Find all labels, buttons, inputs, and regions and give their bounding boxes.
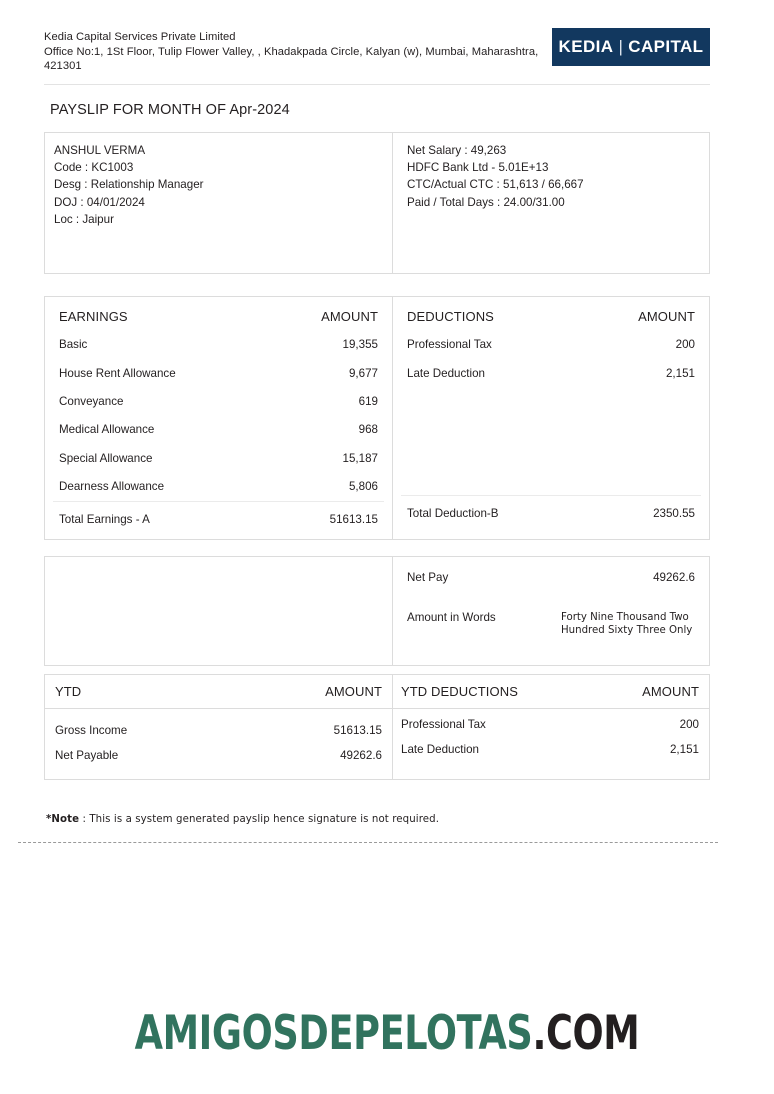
table-row — [59, 445, 378, 473]
company-info — [44, 28, 544, 74]
logo-text-right: CAPITAL — [628, 37, 704, 56]
note-text — [46, 814, 439, 825]
row-label: Professional Tax — [407, 338, 492, 352]
earnings-rows — [45, 324, 392, 501]
row-amount: 5,806 — [348, 480, 378, 494]
ytd-deductions-header-amount: AMOUNT — [642, 684, 699, 699]
ctc-line: CTC/Actual CTC : 51,613 / 66,667 — [407, 178, 584, 192]
table-row — [59, 416, 378, 444]
ytd-deductions-header-label: YTD DEDUCTIONS — [401, 684, 518, 699]
table-row — [55, 743, 382, 768]
company-name: Kedia Capital Services Private Limited — [44, 31, 236, 43]
kedia-capital-logo — [552, 28, 710, 66]
row-amount: 200 — [675, 338, 695, 352]
amount-in-words-label: Amount in Words — [407, 611, 496, 624]
net-pay-empty-cell — [45, 557, 393, 665]
page-title: PAYSLIP FOR MONTH OF Apr-2024 — [50, 102, 290, 118]
employee-designation: Desg : Relationship Manager — [54, 178, 204, 192]
net-pay-row — [407, 571, 695, 585]
employee-name: ANSHUL VERMA — [54, 144, 146, 157]
earnings-deductions-box — [44, 296, 710, 540]
deductions-total-amount: 2350.55 — [653, 507, 695, 520]
amount-in-words-value: Forty Nine Thousand Two Hundred Sixty Three Only — [561, 612, 693, 637]
deductions-header-amount: AMOUNT — [638, 309, 695, 324]
earnings-header-label: EARNINGS — [59, 309, 128, 324]
bank-line: HDFC Bank Ltd - 5.01E+13 — [407, 161, 549, 175]
deductions-rows — [393, 324, 709, 495]
row-label: Conveyance — [59, 394, 124, 408]
net-pay-box — [44, 556, 710, 666]
table-row — [407, 331, 695, 359]
document-header — [44, 28, 710, 74]
ytd-header-label: YTD — [55, 684, 82, 699]
row-amount: 2,151 — [665, 366, 695, 380]
earnings-total-label: Total Earnings - A — [59, 513, 150, 527]
deductions-header-label: DEDUCTIONS — [407, 309, 494, 324]
row-label: Dearness Allowance — [59, 480, 165, 494]
ytd-deductions-header-row — [393, 675, 709, 709]
row-amount: 968 — [358, 423, 378, 437]
row-label: Late Deduction — [401, 742, 479, 756]
row-label: Special Allowance — [59, 451, 153, 465]
row-label: Professional Tax — [401, 717, 486, 731]
table-row — [59, 388, 378, 416]
earnings-total-amount: 51613.15 — [329, 513, 378, 527]
deductions-total-label: Total Deduction-B — [407, 507, 499, 520]
table-row — [401, 737, 699, 762]
row-amount: 200 — [679, 717, 699, 731]
row-amount: 9,677 — [348, 366, 378, 380]
row-label: Basic — [59, 338, 88, 352]
ytd-box — [44, 674, 710, 780]
net-salary-line: Net Salary : 49,263 — [407, 144, 507, 157]
earnings-header-amount: AMOUNT — [321, 309, 378, 324]
note-prefix: *Note — [46, 814, 80, 825]
earnings-table — [45, 297, 393, 539]
row-label: Gross Income — [55, 723, 128, 737]
ytd-table — [45, 675, 393, 779]
employee-details — [45, 133, 393, 273]
earnings-header-row — [45, 297, 392, 324]
row-label: Medical Allowance — [59, 423, 155, 437]
logo-text-left: KEDIA — [558, 37, 614, 56]
row-amount: 49262.6 — [340, 748, 382, 762]
logo-text — [559, 37, 704, 57]
amount-in-words-row — [407, 611, 695, 637]
paid-days-line: Paid / Total Days : 24.00/31.00 — [407, 195, 565, 209]
ytd-deductions-rows — [393, 709, 709, 762]
row-amount: 619 — [358, 394, 378, 408]
employee-code: Code : KC1003 — [54, 161, 134, 175]
earnings-total-row — [53, 501, 384, 539]
row-label: House Rent Allowance — [59, 366, 176, 380]
net-pay-amount: 49262.6 — [653, 571, 695, 584]
table-row — [407, 359, 695, 387]
row-amount: 51613.15 — [333, 723, 382, 737]
net-pay-details — [393, 557, 709, 665]
logo-divider: | — [618, 37, 624, 56]
dashed-divider — [18, 842, 718, 843]
table-row — [401, 712, 699, 737]
table-row — [59, 331, 378, 359]
table-row — [59, 473, 378, 501]
employee-location: Loc : Jaipur — [54, 212, 114, 226]
row-label: Net Payable — [55, 748, 119, 762]
salary-summary — [393, 133, 709, 273]
watermark-primary: AMIGOSDEPELOTAS — [134, 1006, 533, 1061]
row-label: Late Deduction — [407, 366, 485, 380]
ytd-deductions-table — [393, 675, 709, 779]
note-body: : This is a system generated payslip hence signature is not required. — [79, 814, 440, 825]
company-address: Office No:1, 1St Floor, Tulip Flower Valley, , Khadakpada Circle, Kalyan (w), Mumbai, Maharashtra, 421301 — [44, 45, 539, 73]
row-amount: 2,151 — [669, 742, 699, 756]
net-pay-label: Net Pay — [407, 571, 449, 584]
watermark-suffix: .COM — [532, 1006, 640, 1061]
table-row — [55, 718, 382, 743]
deductions-table — [393, 297, 709, 539]
deductions-total-row — [401, 495, 701, 539]
deductions-header-row — [393, 297, 709, 324]
row-amount: 15,187 — [342, 451, 378, 465]
ytd-rows — [45, 709, 392, 768]
ytd-header-amount: AMOUNT — [325, 684, 382, 699]
ytd-header-row — [45, 675, 392, 709]
row-amount: 19,355 — [342, 338, 378, 352]
watermark — [85, 1008, 689, 1060]
employee-info-box — [44, 132, 710, 274]
table-row — [59, 359, 378, 387]
employee-doj: DOJ : 04/01/2024 — [54, 195, 145, 209]
header-divider — [44, 84, 710, 85]
